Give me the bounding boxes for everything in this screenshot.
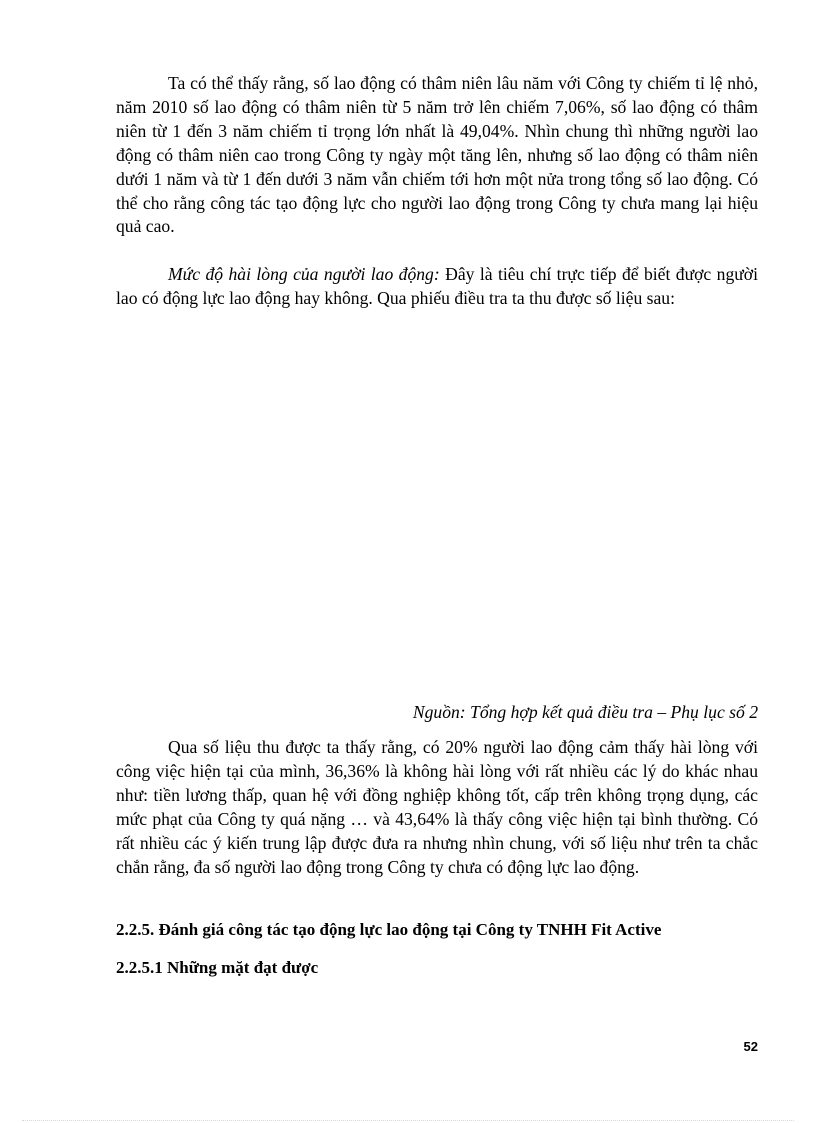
section-heading-2-2-5: 2.2.5. Đánh giá công tác tạo động lực lao động tại Công ty TNHH Fit Active — [116, 920, 662, 939]
paragraph-seniority: Ta có thể thấy rằng, số lao động có thâm niên lâu năm với Công ty chiếm tỉ lệ nhỏ, năm 2010 số lao động có thâm niên từ 5 năm trở lên chiếm 7,06%, số lao động có thâm niên từ 1 đến 3 năm chiếm tỉ trọng lớn nhất là 49,04%. Nhìn chung thì những người lao động có thâm niên cao trong Công ty ngày một tăng lên, nhưng số lao động có thâm niên dưới 1 năm và từ 1 đến dưới 3 năm vẫn chiếm tới hơn một nửa trong tổng số lao động. Có thể cho rằng công tác tạo động lực cho người lao động trong Công ty chưa mang lại hiệu quả cao. — [116, 73, 758, 237]
satisfaction-lead: Mức độ hài lòng của người lao động: — [168, 264, 440, 284]
satisfaction-intro-text: Đây là tiêu chí trực tiếp để biết được người lao có động lực lao động hay không. Qua phiếu điều tra ta thu được số liệu sau: — [116, 264, 758, 308]
page-bottom-divider — [22, 1120, 794, 1121]
source-note: Nguồn: Tổng hợp kết quả điều tra – Phụ lục số 2 — [412, 702, 758, 722]
paragraph-satisfaction-analysis: Qua số liệu thu được ta thấy rằng, có 20% người lao động cảm thấy hài lòng với công việc hiện tại của mình, 36,36% là không hài lòng với rất nhiều các lý do khác nhau như: tiền lương thấp, quan hệ với đồng nghiệp không tốt, cấp trên không trọng dụng, các mức phạt của Công ty quá nặng … và 43,64% là thấy công việc hiện tại bình thường. Có rất nhiều các ý kiến trung lập được đưa ra nhưng nhìn chung, với số liệu như trên ta chắc chắn rằng, đa số người lao động trong Công ty chưa có động lực lao động. — [116, 737, 758, 877]
page-number: 52 — [743, 1039, 758, 1054]
paragraph-satisfaction-intro — [116, 263, 758, 311]
section-heading-2-2-5-1: 2.2.5.1 Những mặt đạt được — [116, 958, 319, 977]
